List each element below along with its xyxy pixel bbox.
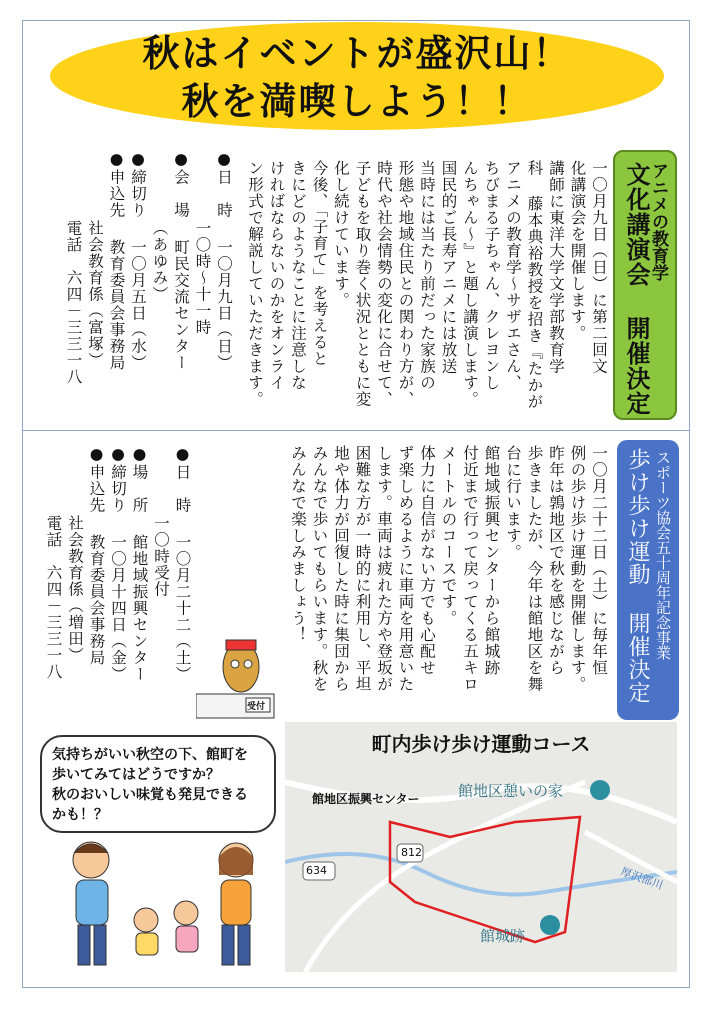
detail-label: 会 場 bbox=[172, 169, 190, 219]
speech-bubble bbox=[40, 735, 276, 833]
detail-column bbox=[64, 445, 86, 725]
detail-label: 締切り bbox=[129, 169, 147, 219]
bubble-line: 歩いてみてはどうですか？ bbox=[52, 767, 220, 783]
detail-column bbox=[85, 445, 107, 725]
detail-value: 一〇月九日（日） bbox=[215, 239, 233, 371]
text-column: きにどのようなことに注意しな bbox=[289, 160, 307, 391]
text-column: メートルのコースです。 bbox=[439, 445, 458, 627]
detail-column bbox=[62, 150, 84, 420]
detail-column bbox=[213, 150, 235, 420]
lecture-badge-title: 文化講演会 開催決定 bbox=[622, 162, 650, 416]
bubble-line: かも！？ bbox=[52, 807, 108, 823]
detail-value: 教育委員会事務局 bbox=[107, 239, 126, 371]
text-column: 歩きましたが、今年は館地区を舞 bbox=[525, 445, 544, 693]
text-column: みんなで楽しみましょう！ bbox=[289, 445, 307, 643]
bullet-icon: ● bbox=[215, 150, 233, 169]
text-column: 一〇月九日（日）に第二回文 bbox=[590, 160, 608, 375]
text-column: 昨年は鶉地区で秋を感じながら bbox=[547, 445, 565, 676]
detail-value: 館地域振興センター bbox=[130, 534, 149, 683]
text-column: 形態や地域住民との関わり方が、 bbox=[396, 160, 415, 408]
map-label-castle: 館城跡 bbox=[480, 927, 526, 945]
map-label-ikoi: 館地区憩いの家 bbox=[458, 782, 564, 800]
lecture-body bbox=[244, 160, 610, 422]
walk-details bbox=[42, 445, 193, 725]
detail-column bbox=[191, 150, 213, 420]
bullet-icon: ● bbox=[130, 445, 149, 464]
text-column: 子どもを取り巻く状況とともに変 bbox=[353, 160, 372, 408]
title-line-2: 秋を満喫しよう！！ bbox=[181, 80, 533, 123]
bubble-line: 秋のおいしい味覚も発見できる bbox=[52, 787, 248, 803]
detail-column bbox=[128, 445, 150, 725]
detail-value: 一〇時受付 bbox=[152, 515, 170, 598]
text-column: ちびまる子ちゃん、クレヨンし bbox=[482, 160, 501, 391]
detail-value: 電話 六四－三三一八 bbox=[64, 220, 83, 385]
map-label-route812: 812 bbox=[401, 846, 422, 859]
detail-column bbox=[171, 445, 193, 725]
detail-column bbox=[105, 150, 127, 420]
bullet-icon: ● bbox=[87, 445, 106, 464]
detail-value: 教育委員会事務局 bbox=[87, 534, 106, 666]
detail-value: 一〇時～十一時 bbox=[193, 220, 212, 336]
lecture-badge bbox=[613, 150, 677, 420]
text-column: 今後、「子育て」を考えると bbox=[310, 160, 329, 367]
detail-label: 申込先 bbox=[87, 464, 106, 514]
text-column: ず楽しめるように車両を用意いた bbox=[396, 445, 415, 693]
text-column: 体力に自信がない方でも心配せ bbox=[418, 445, 436, 676]
detail-label: 締切り bbox=[109, 464, 127, 514]
text-column: ン形式で解説していただきます。 bbox=[246, 160, 264, 408]
detail-value: 一〇月二十二（土） bbox=[173, 534, 192, 683]
section-divider bbox=[22, 430, 690, 431]
detail-column bbox=[42, 445, 64, 725]
text-column: んちゃん～』と題し講演します。 bbox=[461, 160, 479, 408]
text-column: ければならないのかをオンライ bbox=[267, 160, 286, 391]
detail-column bbox=[107, 445, 129, 725]
text-column: 化講演会を開催します。 bbox=[568, 160, 587, 342]
text-column: 講師に東洋大学文学部教育学 bbox=[547, 160, 565, 375]
title-line-1: 秋はイベントが盛沢山！ bbox=[142, 32, 572, 75]
text-column: 館地域振興センターから館城跡 bbox=[482, 445, 501, 676]
detail-value: 町民交流センター bbox=[172, 239, 190, 371]
detail-value: 電話 六四－三三一八 bbox=[44, 515, 63, 680]
bullet-icon: ● bbox=[107, 150, 126, 169]
detail-label: 日 時 bbox=[215, 169, 233, 219]
family-walking-illustration bbox=[36, 835, 276, 980]
map-title: 町内歩け歩け運動コース bbox=[371, 732, 591, 756]
walk-body bbox=[287, 445, 610, 715]
detail-value: （あゆみ） bbox=[150, 220, 169, 303]
page-title bbox=[50, 30, 664, 126]
text-column: 困難な方が一時的に利用し、平坦 bbox=[353, 445, 372, 693]
text-column: 地や体力が回復した時に集団から bbox=[332, 445, 350, 693]
walk-badge-subtitle: スポーツ協会五十周年記念事業 bbox=[654, 450, 672, 660]
detail-column bbox=[84, 150, 106, 420]
text-column: 時代や社会情勢の変化に合せて、 bbox=[375, 160, 393, 408]
map-label-center: 館地区振興センター bbox=[312, 792, 420, 806]
text-column: 付近まで行って戻ってくる五キロ bbox=[461, 445, 479, 693]
lecture-badge-subtitle: アニメの教育学 bbox=[648, 162, 668, 281]
map-label-route634: 634 bbox=[306, 864, 327, 877]
detail-value: 一〇月五日（水） bbox=[129, 239, 147, 371]
detail-label: 申込先 bbox=[107, 169, 126, 219]
bullet-icon: ● bbox=[129, 150, 147, 169]
text-column: 当時には当たり前だった家族の bbox=[418, 160, 436, 391]
text-column: 科 藤本典裕教授を招き『たかが bbox=[525, 160, 544, 410]
text-column: アニメの教育学～サザエさん、 bbox=[504, 160, 522, 391]
detail-column bbox=[148, 150, 170, 420]
bullet-icon: ● bbox=[173, 445, 192, 464]
detail-column bbox=[150, 445, 172, 725]
text-column: 台に行います。 bbox=[504, 445, 522, 561]
mascot-sign: 受付 bbox=[247, 702, 266, 712]
detail-column bbox=[170, 150, 192, 420]
detail-value: 一〇月十四日（金） bbox=[109, 534, 127, 683]
bullet-icon: ● bbox=[109, 445, 127, 464]
detail-value: 社会教育係（増田） bbox=[66, 515, 84, 664]
walk-badge-title: 歩け歩け運動 開催決定 bbox=[625, 448, 650, 704]
text-column: 化し続けています。 bbox=[332, 160, 350, 309]
detail-label: 場 所 bbox=[130, 464, 149, 514]
detail-label: 日 時 bbox=[173, 464, 192, 514]
detail-value: 社会教育係（富塚） bbox=[86, 220, 104, 369]
lecture-details bbox=[62, 150, 234, 420]
text-column: 例の歩け歩け運動を開催します。 bbox=[568, 445, 587, 693]
map-label-river: 厚沢部川 bbox=[618, 864, 665, 893]
walk-badge bbox=[617, 440, 679, 720]
bullet-icon: ● bbox=[172, 150, 190, 169]
text-column: します。車両は疲れた方や登坂が bbox=[375, 445, 393, 693]
text-column: 国民的ご長寿アニメには放送 bbox=[439, 160, 458, 375]
text-column: 一〇月二十二日（土）に毎年恒 bbox=[590, 445, 608, 676]
detail-column bbox=[127, 150, 149, 420]
bubble-line: 気持ちがいい秋空の下、館町を bbox=[52, 747, 248, 763]
text-column: みんなで歩いてもらいます。秋を bbox=[310, 445, 329, 693]
